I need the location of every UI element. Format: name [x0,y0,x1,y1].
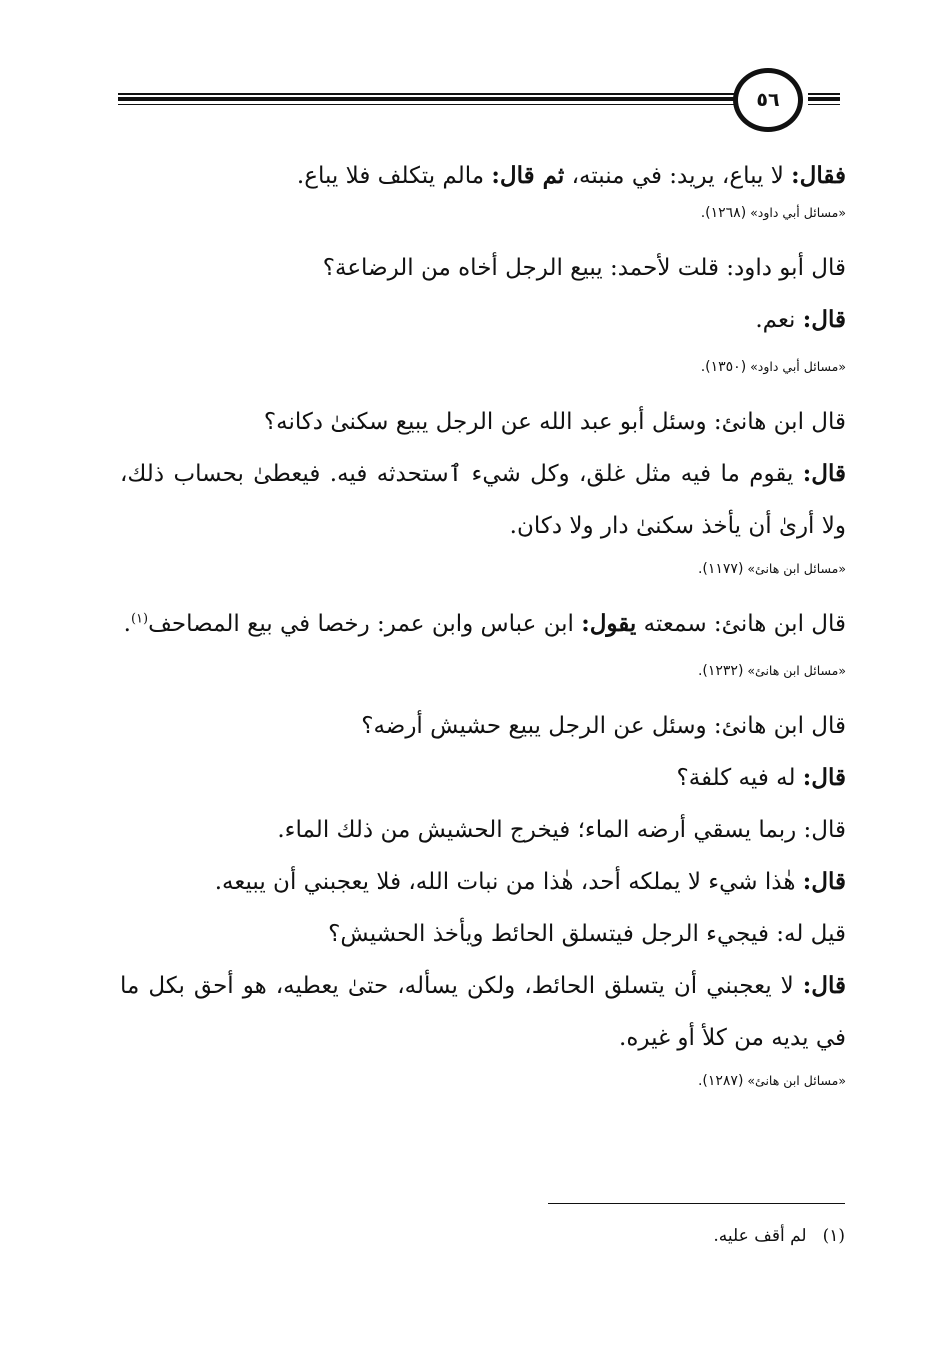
answer-text: له فيه كلفة؟ [676,765,803,791]
paragraph-end: . [123,611,131,637]
speaker-label: قال: [802,868,846,895]
source-book: «مسائل ابن هانئ» [747,1073,846,1088]
speaker-label: فقال: [791,162,846,189]
answer [120,752,846,804]
speaker-label: قال: [802,460,846,487]
source-number: (١٢٦٨). [700,205,747,221]
header-rule-bottom [118,104,738,105]
page-number-badge: ٥٦ [733,68,803,132]
answer [120,960,846,1064]
footnote-number: (١) [822,1226,845,1246]
paragraph [120,598,846,650]
question: قال أبو داود: قلت لأحمد: يبيع الرجل أخاه من الرضاعة؟ [322,255,846,281]
footnote-marker[interactable]: (١) [130,611,149,627]
answer-text: يقوم ما فيه مثل غلق، وكل شيء ٱستحدثه فيه. فيعطىٰ بحساب ذلك، ولا أرىٰ أن يأخذ سكنىٰ دار ولا دكان. [120,461,846,539]
source-number: (١١٧٧). [697,561,744,577]
answer [120,294,846,346]
speaker-label: ثم قال: [491,162,565,189]
speaker-label: قال: [802,306,846,333]
speaker-label: قال: [802,764,846,791]
paragraph-text: قال ابن هانئ: سمعته [636,611,846,637]
source-reference [120,660,846,682]
source-reference [120,356,846,378]
question: قال ابن هانئ: وسئل أبو عبد الله عن الرجل يبيع سكنىٰ دكانه؟ [263,409,846,435]
footnote [713,1223,845,1249]
source-number: (١٢٣٢). [697,663,744,679]
answer-text: لا يعجبني أن يتسلق الحائط، ولكن يسأله، حتىٰ يعطيه، هو أحق بكل ما في يديه من كلأ أو غيره. [120,973,846,1051]
header-rules [118,93,840,107]
answer-text: نعم. [755,307,803,333]
speaker-label: قال: [802,972,846,999]
paragraph-text: ابن عباس وابن عمر: رخصا في بيع المصاحف [148,611,582,637]
footnote-text: لم أقف عليه. [713,1226,807,1246]
answer [120,856,846,908]
source-book: «مسائل أبي داود» [750,205,846,220]
answer [120,448,846,552]
header-rule-right-thick [808,97,840,101]
header-rule-right-top [808,93,840,95]
source-book: «مسائل ابن هانئ» [747,663,846,678]
source-book: «مسائل ابن هانئ» [747,561,846,576]
footnote-separator [548,1203,845,1204]
question: قيل له: فيجيء الرجل فيتسلق الحائط ويأخذ الحشيش؟ [328,921,846,947]
page-content [120,150,846,1110]
speaker-label: يقول: [581,610,637,637]
question: قال: ربما يسقي أرضه الماء؛ فيخرج الحشيش من ذلك الماء. [277,817,846,843]
header-rule-top [118,93,738,95]
paragraph-text: لا يباع، يريد: في منبته، [564,163,792,189]
source-number: (١٢٨٧). [697,1073,744,1089]
source-number: (١٣٥٠). [700,359,747,375]
header-rule-right-bottom [808,104,840,105]
question: قال ابن هانئ: وسئل عن الرجل يبيع حشيش أرضه؟ [361,713,846,739]
source-reference [120,558,846,580]
source-book: «مسائل أبي داود» [750,359,846,374]
answer-text: هٰذا شيء لا يملكه أحد، هٰذا من نبات الله، فلا يعجبني أن يبيعه. [214,869,803,895]
paragraph-text: مالم يتكلف فلا يباع. [296,163,492,189]
source-reference [120,1070,846,1092]
header-rule-thick [118,97,738,101]
source-reference [120,202,846,224]
paragraph [120,150,846,202]
